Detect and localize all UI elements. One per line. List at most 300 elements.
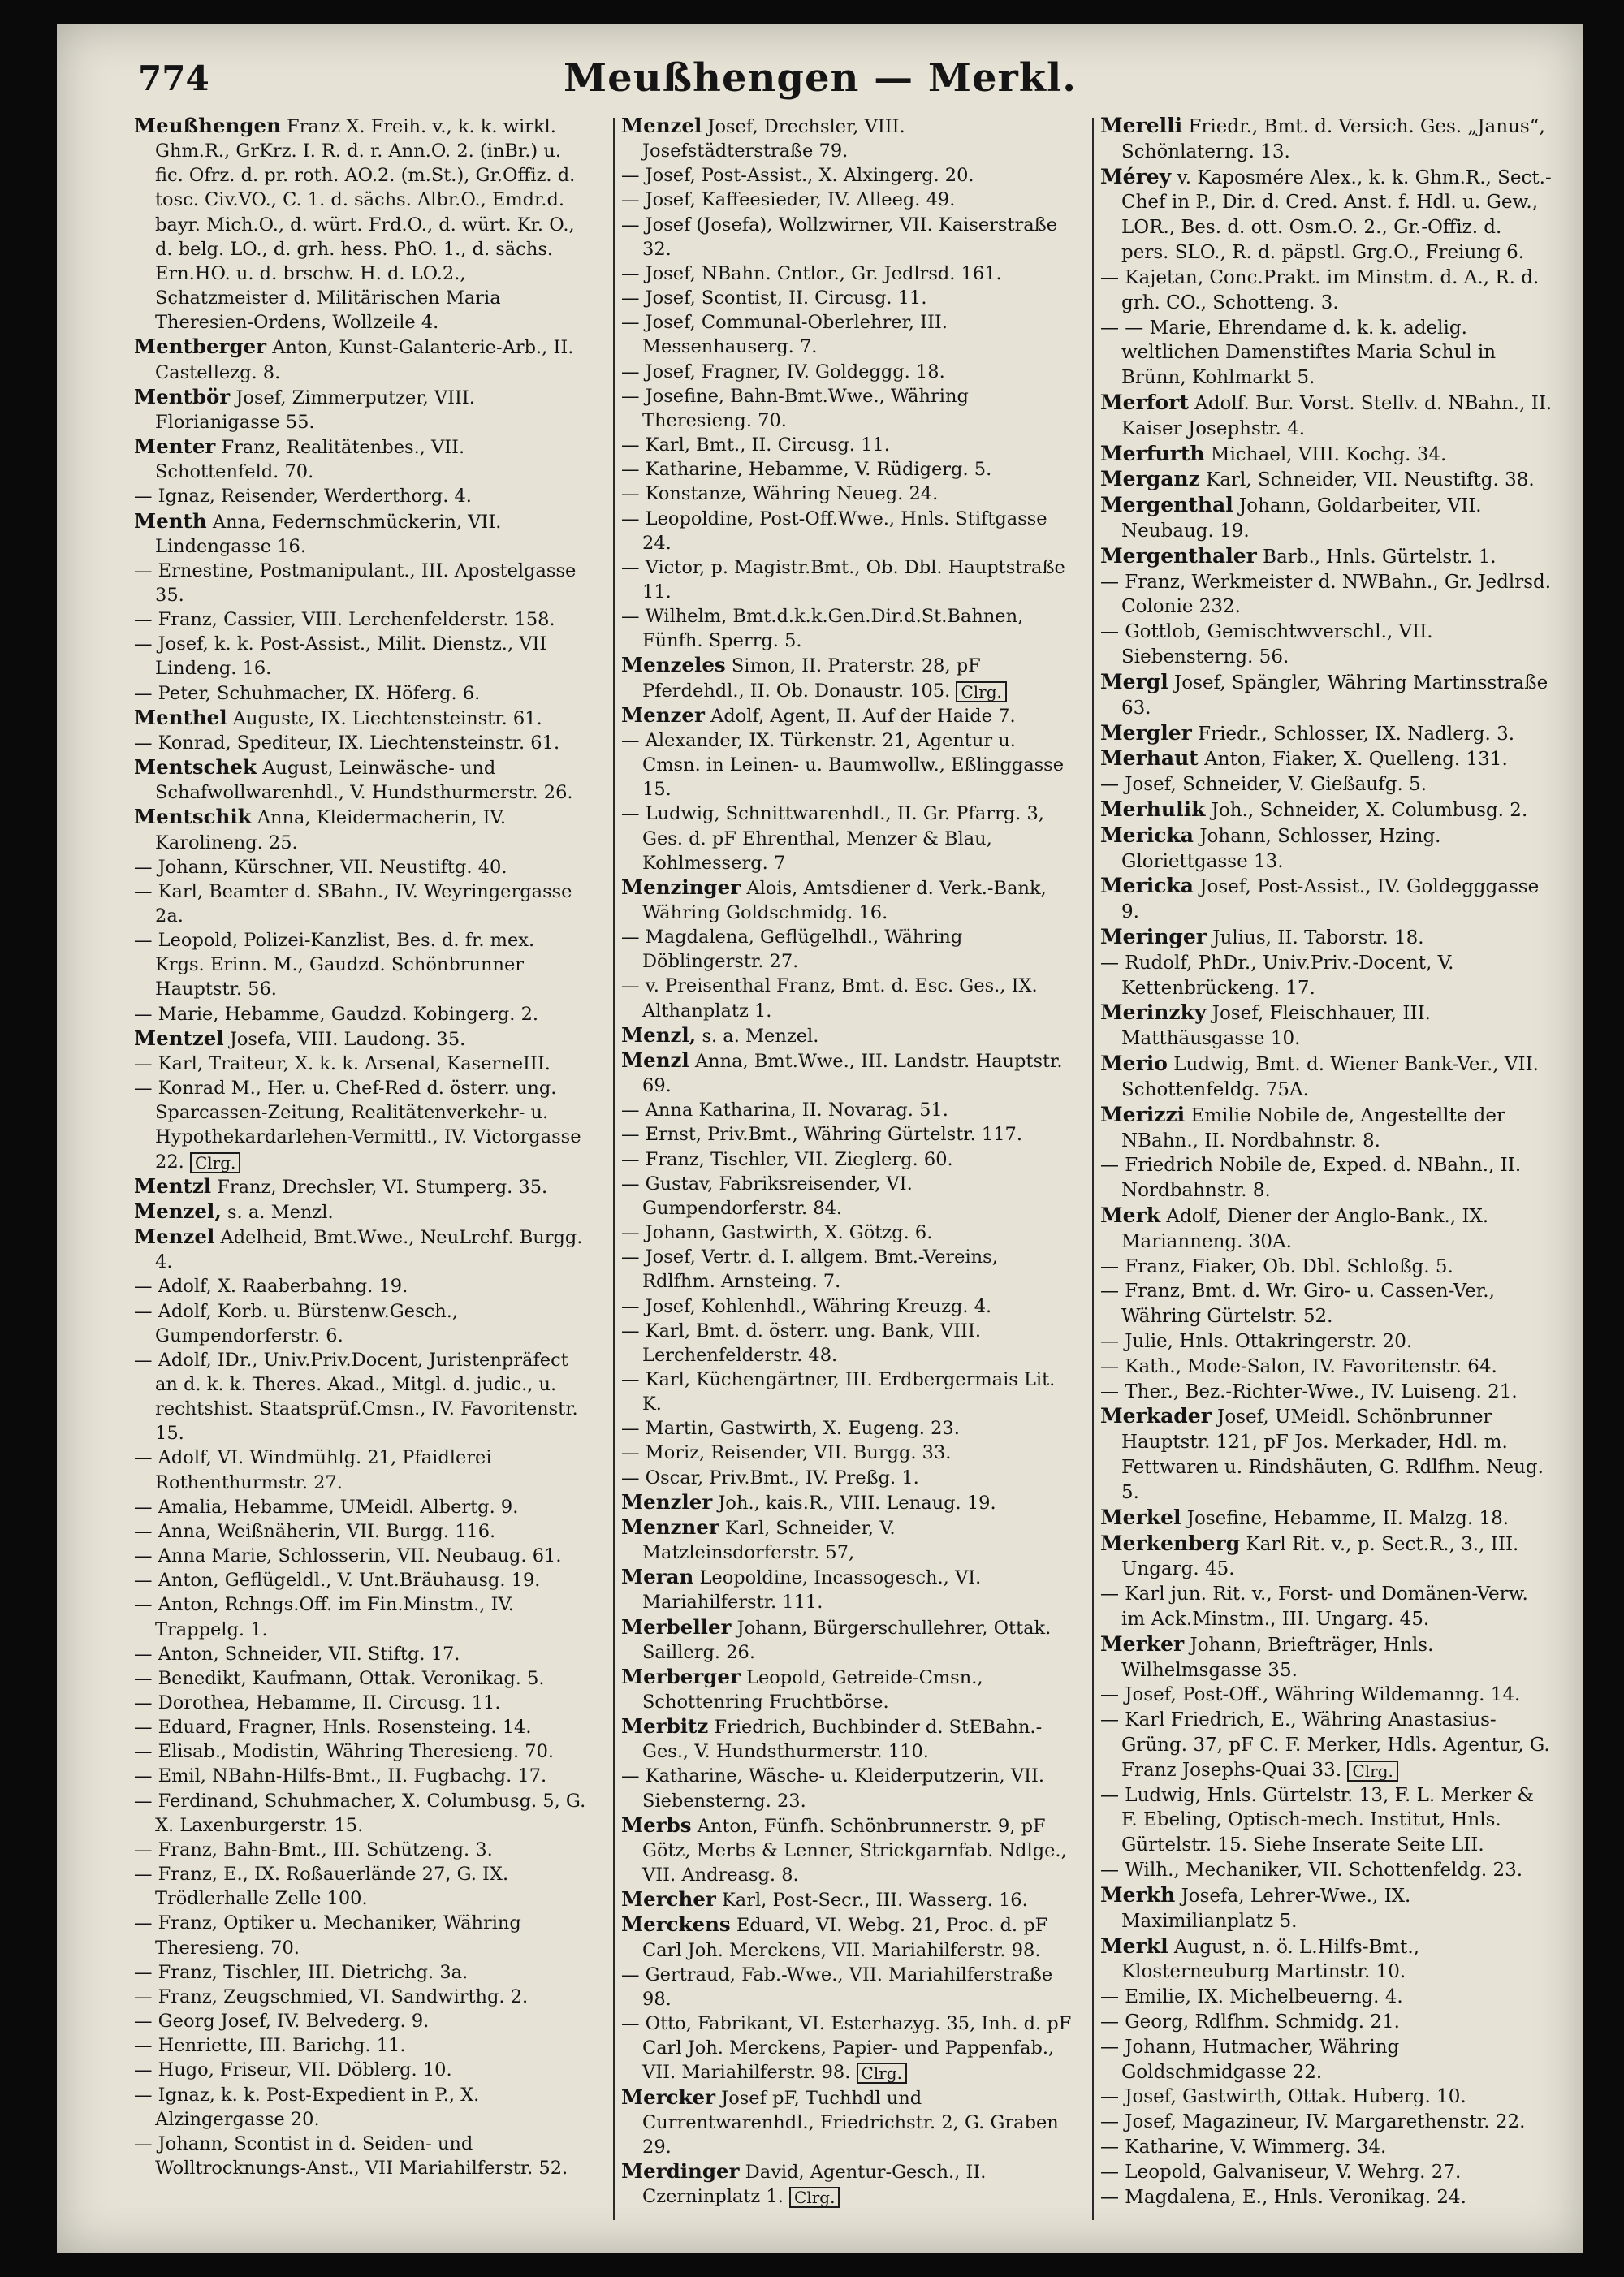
- directory-entry: [134, 1666, 589, 1691]
- directory-entry: [134, 632, 589, 681]
- entry-text: — Kath., Mode-Salon, IV. Favoritenstr. 64.: [1100, 1355, 1497, 1377]
- directory-entry: [621, 1490, 1076, 1515]
- directory-entry: [134, 1174, 589, 1199]
- entry-text: Ludwig, Bmt. d. Wiener Bank-Ver., VII. Schottenfeldg. 75A.: [1121, 1054, 1539, 1100]
- entry-surname: Mercker: [621, 2085, 716, 2109]
- entry-text: — Alexander, IX. Türkenstr. 21, Agentur u. Cmsn. in Leinen- u. Baumwollw., Eßlinggasse 15.: [621, 729, 1065, 801]
- entry-text: — Franz, Optiker u. Mechaniker, Währing Theresieng. 70.: [134, 1912, 521, 1959]
- entry-text: — Victor, p. Magistr.Bmt., Ob. Dbl. Hauptstraße 11.: [621, 556, 1065, 603]
- entry-text: — — Marie, Ehrendame d. k. k. adelig. weltlichen Damenstiftes Maria Schul in Brünn, Kohlmarkt 5.: [1100, 317, 1497, 389]
- directory-entry: [1100, 1103, 1555, 1154]
- directory-entry: [1100, 1355, 1555, 1380]
- entry-text: Simon, II. Praterstr. 28, pF Pferdehdl., II. Ob. Donaustr. 105.: [642, 655, 981, 702]
- entry-text: — Georg Josef, IV. Belvederg. 9.: [134, 2011, 430, 2033]
- directory-entry: [1100, 1000, 1555, 1052]
- directory-entry: [134, 607, 589, 632]
- entry-text: August, n. ö. L.Hilfs-Bmt., Klosterneuburg Martinstr. 10.: [1121, 1936, 1420, 1983]
- entry-text: Josef, Zimmerputzer, VIII. Florianigasse 55.: [155, 387, 475, 433]
- entry-text: — Franz, Bahn-Bmt., III. Schützeng. 3.: [134, 1838, 493, 1860]
- directory-entry: [621, 703, 1076, 728]
- entry-text: Johann, Goldarbeiter, VII. Neubaug. 19.: [1121, 495, 1482, 542]
- entry-text: — Benedikt, Kaufmann, Ottak. Veronikag. 5.: [134, 1667, 545, 1689]
- entry-text: Johann, Briefträger, Hnls. Wilhelmsgasse 35.: [1121, 1634, 1434, 1681]
- directory-entry: [621, 1245, 1076, 1294]
- entry-text: — v. Preisenthal Franz, Bmt. d. Esc. Ges., IX. Althanplatz 1.: [621, 975, 1038, 1022]
- directory-entry: [621, 1294, 1076, 1319]
- entry-text: Eduard, VI. Webg. 21, Proc. d. pF Carl Joh. Merckens, VII. Mariahilferstr. 98.: [642, 1915, 1048, 1961]
- entry-surname: Menzner: [621, 1514, 719, 1539]
- directory-entry: [1100, 2110, 1555, 2135]
- entry-text: Anton, Fiaker, X. Quelleng. 131.: [1204, 749, 1508, 771]
- entry-surname: Mergler: [1100, 720, 1192, 745]
- directory-entry: [1100, 1532, 1555, 1583]
- directory-entry: [621, 1813, 1076, 1887]
- directory-entry: [621, 1764, 1076, 1813]
- entry-text: August, Leinwäsche- und Schafwollwarenhdl., V. Hundsthurmerstr. 26.: [155, 758, 573, 804]
- entry-text: — Johann, Gastwirth, X. Götzg. 6.: [621, 1222, 933, 1244]
- directory-entry: [621, 1416, 1076, 1441]
- entry-text: — Georg, Rdlfhm. Schmidg. 21.: [1100, 2011, 1400, 2033]
- directory-entry: [621, 360, 1076, 384]
- directory-entry: [621, 286, 1076, 310]
- directory-entry: [621, 261, 1076, 286]
- entry-text: — Josef, Gastwirth, Ottak. Huberg. 10.: [1100, 2086, 1466, 2108]
- directory-entry: [134, 1445, 589, 1494]
- entry-text: Josef, Spängler, Währing Martinsstraße 63.: [1121, 672, 1548, 719]
- directory-entry: [1100, 467, 1555, 493]
- entry-text: Barb., Hnls. Gürtelstr. 1.: [1263, 546, 1497, 568]
- entry-text: — Josef, Communal-Oberlehrer, III. Messenhauserg. 7.: [621, 312, 948, 358]
- entry-text: — Wilhelm, Bmt.d.k.k.Gen.Dir.d.St.Bahnen, Fünfh. Sperrg. 5.: [621, 606, 1024, 652]
- column-2: [621, 114, 1076, 2209]
- entry-surname: Merkenberg: [1100, 1531, 1241, 1555]
- entry-text: — Julie, Hnls. Ottakringerstr. 20.: [1100, 1331, 1413, 1352]
- entry-text: — Amalia, Hebamme, UMeidl. Albertg. 9.: [134, 1496, 519, 1518]
- entry-text: Adelheid, Bmt.Wwe., NeuLrchf. Burgg. 4.: [155, 1227, 583, 1273]
- entry-text: — Magdalena, Geflügelhdl., Währing Döblingerstr. 27.: [621, 927, 963, 973]
- entry-surname: Meußhengen: [134, 114, 281, 137]
- directory-entry: [1100, 823, 1555, 875]
- directory-entry: [134, 1642, 589, 1666]
- entry-text: — Elisab., Modistin, Währing Theresieng. 70.: [134, 1741, 555, 1763]
- entry-text: Josefa, VIII. Laudong. 35.: [229, 1028, 466, 1050]
- directory-entry: [134, 2033, 589, 2058]
- entry-text: — Franz, Tischler, III. Dietrichg. 3a.: [134, 1961, 469, 1983]
- directory-entry: [134, 1348, 589, 1446]
- directory-entry: [621, 1441, 1076, 1465]
- entry-text: — Ferdinand, Schuhmacher, X. Columbusg. 5, G. X. Laxenburgerstr. 15.: [134, 1790, 586, 1836]
- entry-surname: Mergenthal: [1100, 493, 1233, 517]
- entry-text: Anna, Kleidermacherin, IV. Karolineng. 25.: [155, 807, 507, 853]
- entry-surname: Mérey: [1100, 164, 1172, 188]
- entry-text: Karl, Schneider, V. Matzleinsdorferstr. 57,: [642, 1517, 896, 1564]
- entry-text: — Josef, Post-Assist., X. Alxingerg. 20.: [621, 165, 974, 187]
- entry-surname: Merfurth: [1100, 441, 1205, 465]
- directory-entry: [134, 755, 589, 805]
- entry-text: Joh., Schneider, X. Columbusg. 2.: [1211, 799, 1528, 821]
- entry-text: — Leopold, Polizei-Kanzlist, Bes. d. fr. mex. Krgs. Erinn. M., Gaudzd. Schönbrunner Hauptstr. 56.: [134, 930, 535, 1000]
- entry-text: — Kajetan, Conc.Prakt. im Minstm. d. A., R. d. grh. CO., Schotteng. 3.: [1100, 266, 1540, 313]
- page-header: [57, 49, 1583, 106]
- directory-page: [57, 24, 1583, 2253]
- entry-text: — Karl, Beamter d. SBahn., IV. Weyringergasse 2a.: [134, 880, 572, 927]
- directory-entry: [621, 213, 1076, 261]
- entry-surname: Meran: [621, 1565, 694, 1589]
- entry-surname: Merbeller: [621, 1614, 732, 1639]
- directory-entry: [621, 1912, 1076, 1962]
- entry-text: — Konstanze, Währing Neueg. 24.: [621, 483, 939, 505]
- directory-entry: [621, 1221, 1076, 1245]
- directory-entry: [1100, 1783, 1555, 1858]
- entry-text: Joh., kais.R., VIII. Lenaug. 19.: [718, 1492, 996, 1514]
- directory-entry: [134, 1495, 589, 1519]
- directory-entry: [134, 928, 589, 1001]
- directory-entry: [621, 974, 1076, 1022]
- entry-surname: Merhaut: [1100, 746, 1199, 771]
- directory-entry: [134, 879, 589, 928]
- entry-text: — Anna Katharina, II. Novarag. 51.: [621, 1100, 948, 1121]
- entry-surname: Merkel: [1100, 1505, 1181, 1529]
- entry-text: — Anna Marie, Schlosserin, VII. Neubaug. 61.: [134, 1545, 562, 1567]
- clearing-badge: Clrg.: [1347, 1761, 1397, 1782]
- clearing-badge: Clrg.: [789, 2187, 840, 2208]
- entry-text: — Katharine, V. Wimmerg. 34.: [1100, 2137, 1387, 2158]
- running-head: Meußhengen — Merkl.: [564, 55, 1077, 101]
- entry-text: — Josef, Scontist, II. Circusg. 11.: [621, 287, 927, 309]
- directory-entry: [621, 1466, 1076, 1490]
- entry-text: Friedr., Bmt. d. Versich. Ges. „Janus“, Schönlaterng. 13.: [1121, 116, 1545, 162]
- entry-text: Franz, Realitätenbes., VII. Schottenfeld. 70.: [155, 437, 465, 483]
- directory-entry: [134, 1002, 589, 1026]
- entry-text: — Marie, Hebamme, Gaudzd. Kobingerg. 2.: [134, 1003, 539, 1025]
- entry-text: Johann, Schlosser, Hzing. Gloriettgasse 13.: [1121, 825, 1441, 872]
- directory-entry: [1100, 2135, 1555, 2160]
- directory-entry: [134, 706, 589, 731]
- entry-text: — Magdalena, E., Hnls. Veronikag. 24.: [1100, 2186, 1466, 2208]
- entry-surname: Merkh: [1100, 1882, 1176, 1907]
- directory-entry: [621, 1319, 1076, 1367]
- directory-entry: [621, 1023, 1076, 1048]
- directory-entry: [1100, 925, 1555, 951]
- directory-entry: [1100, 2160, 1555, 2185]
- directory-entry: [621, 188, 1076, 212]
- entry-text: — Adolf, X. Raaberbahng. 19.: [134, 1276, 408, 1298]
- directory-entry: [1100, 316, 1555, 391]
- directory-entry: [134, 1739, 589, 1764]
- directory-entry: [1100, 2035, 1555, 2085]
- entry-text: Anna, Bmt.Wwe., III. Landstr. Hauptstr. 69.: [642, 1050, 1063, 1097]
- directory-entry: [1100, 165, 1555, 266]
- directory-entry: [621, 1615, 1076, 1665]
- entry-surname: Menzinger: [621, 875, 741, 899]
- entry-surname: Merfort: [1100, 390, 1189, 414]
- entry-text: — Martin, Gastwirth, X. Eugeng. 23.: [621, 1418, 960, 1440]
- entry-text: — Adolf, VI. Windmühlg. 21, Pfaidlerei Rothenthurmstr. 27.: [134, 1447, 492, 1493]
- entry-text: Karl, Post-Secr., III. Wasserg. 16.: [722, 1890, 1028, 1912]
- entry-text: Franz, Drechsler, VI. Stumperg. 35.: [217, 1176, 548, 1198]
- directory-entry: [134, 1199, 589, 1225]
- directory-entry: [134, 1764, 589, 1788]
- entry-text: — Emil, NBahn-Hilfs-Bmt., II. Fugbachg. 17.: [134, 1765, 547, 1787]
- entry-text: David, Agentur-Gesch., II. Czerninplatz 1.: [642, 2161, 987, 2208]
- directory-entry: [1100, 951, 1555, 1001]
- entry-surname: Merhulik: [1100, 797, 1206, 821]
- entry-text: — Moriz, Reisender, VII. Burgg. 33.: [621, 1442, 952, 1464]
- directory-entry: [1100, 1052, 1555, 1103]
- directory-entry: [134, 1862, 589, 1911]
- entry-text: Leopold, Getreide-Cmsn., Schottenring Fruchtbörse.: [642, 1666, 983, 1713]
- entry-surname: Menzeles: [621, 653, 726, 677]
- entry-surname: Merkader: [1100, 1404, 1212, 1428]
- column-1: [134, 114, 589, 2180]
- entry-text: — Josef, Magazineur, IV. Margarethenstr. 22.: [1100, 2111, 1526, 2133]
- entry-surname: Merinzky: [1100, 1000, 1207, 1025]
- directory-entry: [1100, 544, 1555, 570]
- directory-entry: [134, 2083, 589, 2132]
- entry-text: — Karl, Küchengärtner, III. Erdbergermais Lit. K.: [621, 1368, 1056, 1415]
- entry-text: — Franz, Werkmeister d. NWBahn., Gr. Jedlrsd. Colonie 232.: [1100, 571, 1552, 618]
- entry-surname: Menzel: [134, 1225, 215, 1249]
- directory-entry: [621, 1565, 1076, 1614]
- directory-entry: [621, 1147, 1076, 1172]
- directory-entry: [1100, 570, 1555, 620]
- entry-text: — Ernestine, Postmanipulant., III. Apostelgasse 35.: [134, 560, 577, 606]
- directory-entry: [1100, 1883, 1555, 1934]
- entry-surname: Menthel: [134, 705, 227, 729]
- entry-text: Josef, Post-Assist., IV. Goldegggasse 9.: [1121, 876, 1540, 923]
- directory-entry: [621, 2011, 1076, 2085]
- directory-entry: [1100, 1380, 1555, 1405]
- directory-entry: [1100, 1683, 1555, 1708]
- entry-text: Josefine, Hebamme, II. Malzg. 18.: [1186, 1507, 1510, 1529]
- entry-text: — Josef, Post-Off., Währing Wildemanng. 14.: [1100, 1684, 1521, 1706]
- entry-surname: Merbitz: [621, 1714, 709, 1739]
- directory-entry: [621, 555, 1076, 604]
- entry-text: Alois, Amtsdiener d. Verk.-Bank, Währing Goldschmidg. 16.: [642, 877, 1047, 923]
- entry-surname: Merizzi: [1100, 1102, 1186, 1126]
- entry-text: — Josefine, Bahn-Bmt.Wwe., Währing Theresieng. 70.: [621, 385, 969, 431]
- entry-text: Anton, Fünfh. Schönbrunnerstr. 9, pF Götz, Merbs & Lenner, Strickgarnfab. Ndlge., VII. Andreasg. 8.: [642, 1815, 1067, 1886]
- directory-entry: [621, 114, 1076, 163]
- directory-entry: [621, 163, 1076, 188]
- directory-entry: [134, 1985, 589, 2009]
- entry-text: Franz X. Freih. v., k. k. wirkl. Ghm.R., GrKrz. I. R. d. r. Ann.O. 2. (inBr.) u. fic. Ofrz. d. pr. roth. AO.2. (m.St.), Gr.Offiz. d. tosc. Civ.VO., C. 1. d. sächs. Albr.O., Emdr.d. bayr. Mich.O., d. würt. Frd.O., d. würt. Kr. O., d. belg. LO., d. grh. hess. PhO. 1., d. sächs. Ern.HO. u. d. brschw. H. d. LO.2., Schatzmeister d. Militärischen Maria Theresien-Ordens, Wollzeile 4.: [155, 116, 576, 334]
- entry-text: — Anton, Geflügeldl., V. Unt.Bräuhausg. 19.: [134, 1570, 541, 1592]
- entry-text: — Gertraud, Fab.-Wwe., VII. Mariahilferstraße 98.: [621, 1964, 1053, 2010]
- directory-entry: [1100, 1404, 1555, 1505]
- directory-entry: [134, 1052, 589, 1076]
- entry-surname: Mentzel: [134, 1026, 224, 1050]
- directory-entry: [134, 1789, 589, 1838]
- entry-text: — Katharine, Hebamme, V. Rüdigerg. 5.: [621, 459, 992, 481]
- directory-entry: [134, 1225, 589, 1274]
- entry-text: — Emilie, IX. Michelbeuerng. 4.: [1100, 1986, 1403, 2008]
- entry-surname: Menter: [134, 434, 216, 459]
- directory-entry: [1100, 442, 1555, 468]
- entry-text: — Adolf, IDr., Univ.Priv.Docent, Juristenpräfect an d. k. k. Theres. Akad., Mitgl. d. judic., u. rechtshist. Staatsprüf.Cmsn., IV. Favoritenstr. 15.: [134, 1349, 578, 1445]
- entry-surname: Merker: [1100, 1631, 1185, 1656]
- directory-entry: [134, 385, 589, 434]
- entry-text: — Karl Friedrich, E., Währing Anastasius-Grüng. 37, pF C. F. Merker, Hdls. Agentur, G. Franz Josephs-Quai 33.: [1100, 1709, 1550, 1781]
- entry-text: Josef, Drechsler, VIII. Josefstädterstraße 79.: [642, 116, 905, 162]
- entry-text: Friedr., Schlosser, IX. Nadlerg. 3.: [1198, 723, 1515, 745]
- directory-entry: [134, 1568, 589, 1592]
- directory-entry: [621, 384, 1076, 433]
- directory-entry: [134, 1274, 589, 1298]
- entry-text: — Adolf, Korb. u. Bürstenw.Gesch., Gumpendorferstr. 6.: [134, 1300, 459, 1346]
- directory-entry: [621, 1714, 1076, 1764]
- entry-text: Leopoldine, Incassogesch., VI. Mariahilferstr. 111.: [642, 1567, 982, 1614]
- directory-entry: [621, 2085, 1076, 2159]
- entry-surname: Menzel,: [134, 1199, 222, 1223]
- entry-text: — Franz, Fiaker, Ob. Dbl. Schloßg. 5.: [1100, 1255, 1453, 1277]
- directory-entry: [134, 1299, 589, 1348]
- entry-text: s. a. Menzl.: [227, 1201, 334, 1223]
- directory-entry: [134, 484, 589, 508]
- directory-entry: [1100, 2010, 1555, 2035]
- entry-surname: Merelli: [1100, 114, 1183, 137]
- directory-entry: [621, 653, 1076, 702]
- directory-entry: [134, 855, 589, 879]
- directory-entry: [1100, 2085, 1555, 2110]
- directory-entry: [134, 731, 589, 755]
- entry-text: Adolf, Agent, II. Auf der Haide 7.: [710, 705, 1016, 727]
- entry-text: — Konrad, Spediteur, IX. Liechtensteinstr. 61.: [134, 732, 560, 754]
- entry-surname: Merckens: [621, 1912, 731, 1937]
- entry-text: — Konrad M., Her. u. Chef-Red d. österr. ung. Sparcassen-Zeitung, Realitätenverkehr- u. Hypothekardarlehen-Vermittl., IV. Victorgasse 22.: [134, 1078, 581, 1173]
- entry-text: Josef pF, Tuchhdl und Currentwarenhdl., Friedrichstr. 2, G. Graben 29.: [642, 2087, 1059, 2158]
- entry-surname: Merk: [1100, 1203, 1161, 1227]
- directory-entry: [621, 1367, 1076, 1416]
- entry-text: — Rudolf, PhDr., Univ.Priv.-Docent, V. Kettenbrückeng. 17.: [1100, 952, 1454, 999]
- entry-text: — Franz, Bmt. d. Wr. Giro- u. Cassen-Ver., Währing Gürtelstr. 52.: [1100, 1281, 1495, 1328]
- directory-entry: [1100, 1985, 1555, 2010]
- entry-text: — Josef, Fragner, IV. Goldeggg. 18.: [621, 361, 945, 382]
- entry-surname: Merganz: [1100, 467, 1200, 491]
- entry-text: — Josef (Josefa), Wollzwirner, VII. Kaiserstraße 32.: [621, 214, 1058, 260]
- directory-entry: [1100, 1203, 1555, 1255]
- entry-text: Josef, Fleischhauer, III. Matthäusgasse 10.: [1121, 1003, 1431, 1050]
- directory-entry: [134, 1838, 589, 1862]
- entry-text: — Ignaz, Reisender, Werderthorg. 4.: [134, 486, 472, 508]
- directory-entry: [134, 1592, 589, 1641]
- directory-entry: [621, 1515, 1076, 1565]
- directory-entry: [134, 2058, 589, 2082]
- directory-entry: [1100, 1255, 1555, 1280]
- entry-surname: Meringer: [1100, 925, 1207, 948]
- entry-text: — Josef, Kohlenhdl., Währing Kreuzg. 4.: [621, 1295, 992, 1317]
- directory-entry: [1100, 266, 1555, 316]
- entry-surname: Menzer: [621, 702, 705, 727]
- directory-entry: [1100, 1934, 1555, 1985]
- directory-entry: [134, 1026, 589, 1052]
- directory-entry: [134, 681, 589, 706]
- entry-text: Johann, Bürgerschullehrer, Ottak. Saillerg. 26.: [642, 1617, 1052, 1663]
- directory-entry: [134, 1544, 589, 1568]
- entry-surname: Mericka: [1100, 874, 1194, 898]
- directory-entry: [621, 1887, 1076, 1912]
- entry-text: Auguste, IX. Liechtensteinstr. 61.: [232, 707, 542, 729]
- page-number: 774: [138, 58, 209, 98]
- entry-text: — Josef, Kaffeesieder, IV. Alleeg. 49.: [621, 189, 956, 211]
- directory-entry: [621, 457, 1076, 482]
- entry-text: Josefa, Lehrer-Wwe., IX. Maximilianplatz 5.: [1121, 1885, 1411, 1932]
- entry-text: — Johann, Scontist in d. Seiden- und Wolltrocknungs-Anst., VII Mariahilferstr. 52.: [134, 2132, 568, 2179]
- directory-entry: [134, 114, 589, 335]
- directory-entry: [1100, 620, 1555, 670]
- directory-entry: [621, 1122, 1076, 1147]
- directory-entry: [621, 801, 1076, 875]
- directory-entry: [621, 2159, 1076, 2209]
- directory-entry: [621, 1098, 1076, 1122]
- directory-entry: [134, 2132, 589, 2180]
- clearing-badge: Clrg.: [857, 2063, 907, 2084]
- entry-surname: Merbs: [621, 1813, 692, 1837]
- entry-text: — Leopoldine, Post-Off.Wwe., Hnls. Stiftgasse 24.: [621, 508, 1047, 554]
- entry-text: — Ernst, Priv.Bmt., Währing Gürtelstr. 117.: [621, 1124, 1022, 1146]
- entry-surname: Menzl,: [621, 1022, 697, 1047]
- entry-text: Josef, UMeidl. Schönbrunner Hauptstr. 121, pF Jos. Merkader, Hdl. m. Fettwaren u. Rindshäuten, G. Rdlfhm. Neug. 5.: [1121, 1406, 1544, 1503]
- entry-surname: Merkl: [1100, 1934, 1168, 1958]
- directory-entry: [1100, 493, 1555, 544]
- entry-text: — Josef, Vertr. d. I. allgem. Bmt.-Vereins, Rdlfhm. Arnsteing. 7.: [621, 1247, 998, 1293]
- entry-surname: Menzl: [621, 1048, 689, 1072]
- directory-entry: [1100, 1632, 1555, 1683]
- entry-surname: Mentschek: [134, 755, 257, 780]
- entry-surname: Menzler: [621, 1489, 713, 1514]
- entry-text: — Franz, Zeugschmied, VI. Sandwirthg. 2.: [134, 1985, 529, 2007]
- entry-surname: Menth: [134, 508, 207, 533]
- directory-entry: [1100, 1506, 1555, 1532]
- entry-text: — Anton, Schneider, VII. Stiftg. 17.: [134, 1643, 460, 1665]
- directory-entry: [1100, 746, 1555, 772]
- entry-text: — Josef, NBahn. Cntlor., Gr. Jedlrsd. 161.: [621, 262, 1002, 284]
- entry-text: Friedrich, Buchbinder d. StEBahn.-Ges., V. Hundsthurmerstr. 110.: [642, 1717, 1043, 1763]
- directory-entry: [134, 1519, 589, 1544]
- directory-entry: [134, 1715, 589, 1739]
- directory-entry: [134, 434, 589, 484]
- entry-text: — Karl, Bmt., II. Circusg. 11.: [621, 434, 890, 456]
- entry-text: — Karl jun. Rit. v., Forst- und Domänen-Verw. im Ack.Minstm., III. Ungarg. 45.: [1100, 1584, 1528, 1630]
- entry-text: — Hugo, Friseur, VII. Döblerg. 10.: [134, 2059, 452, 2081]
- directory-entry: [134, 1911, 589, 1959]
- entry-text: Karl Rit. v., p. Sect.R., 3., III. Ungarg. 45.: [1121, 1533, 1519, 1580]
- directory-entry: [621, 1665, 1076, 1714]
- entry-text: — Eduard, Fragner, Hnls. Rosensteing. 14.: [134, 1717, 532, 1739]
- column-divider: [613, 118, 615, 2220]
- entry-text: Michael, VIII. Kochg. 34.: [1210, 443, 1447, 465]
- entry-text: — Ludwig, Schnittwarenhdl., II. Gr. Pfarrg. 3, Ges. d. pF Ehrenthal, Menzer & Blau, Kohlmesserg. 7: [621, 803, 1044, 874]
- directory-entry: [621, 507, 1076, 555]
- entry-text: — Franz, Cassier, VIII. Lerchenfelderstr. 158.: [134, 609, 555, 631]
- entry-text: v. Kaposmére Alex., k. k. Ghm.R., Sect.-Chef in P., Dir. d. Cred. Anst. f. Hdl. u. Gew., LOR., Bes. d. ott. Osm.O. 2., Gr.-Offiz. d. pers. SLO., R. d. päpstl. Grg.O., Freiung 6.: [1121, 166, 1552, 264]
- entry-text: — Katharine, Wäsche- u. Kleiderputzerin, VII. Siebensterng. 23.: [621, 1765, 1044, 1812]
- clearing-badge: Clrg.: [956, 681, 1006, 702]
- directory-entry: [1100, 772, 1555, 797]
- directory-entry: [1100, 1582, 1555, 1632]
- entry-text: — Dorothea, Hebamme, II. Circusg. 11.: [134, 1692, 501, 1713]
- entry-surname: Mercher: [621, 1887, 716, 1912]
- entry-text: — Ignaz, k. k. Post-Expedient in P., X. Alzingergasse 20.: [134, 2084, 480, 2130]
- directory-entry: [134, 1960, 589, 1985]
- entry-text: Karl, Schneider, VII. Neustiftg. 38.: [1206, 469, 1535, 491]
- entry-text: — Karl, Bmt. d. österr. ung. Bank, VIII. Lerchenfelderstr. 48.: [621, 1320, 981, 1366]
- entry-text: s. a. Menzel.: [702, 1025, 819, 1047]
- entry-text: — Otto, Fabrikant, VI. Esterhazyg. 35, Inh. d. pF Carl Joh. Merckens, Papier- und Pappenfab., VII. Mariahilferstr. 98.: [621, 2013, 1072, 2084]
- entry-surname: Mentschik: [134, 805, 252, 829]
- directory-entry: [1100, 1153, 1555, 1203]
- directory-entry: [1100, 1708, 1555, 1782]
